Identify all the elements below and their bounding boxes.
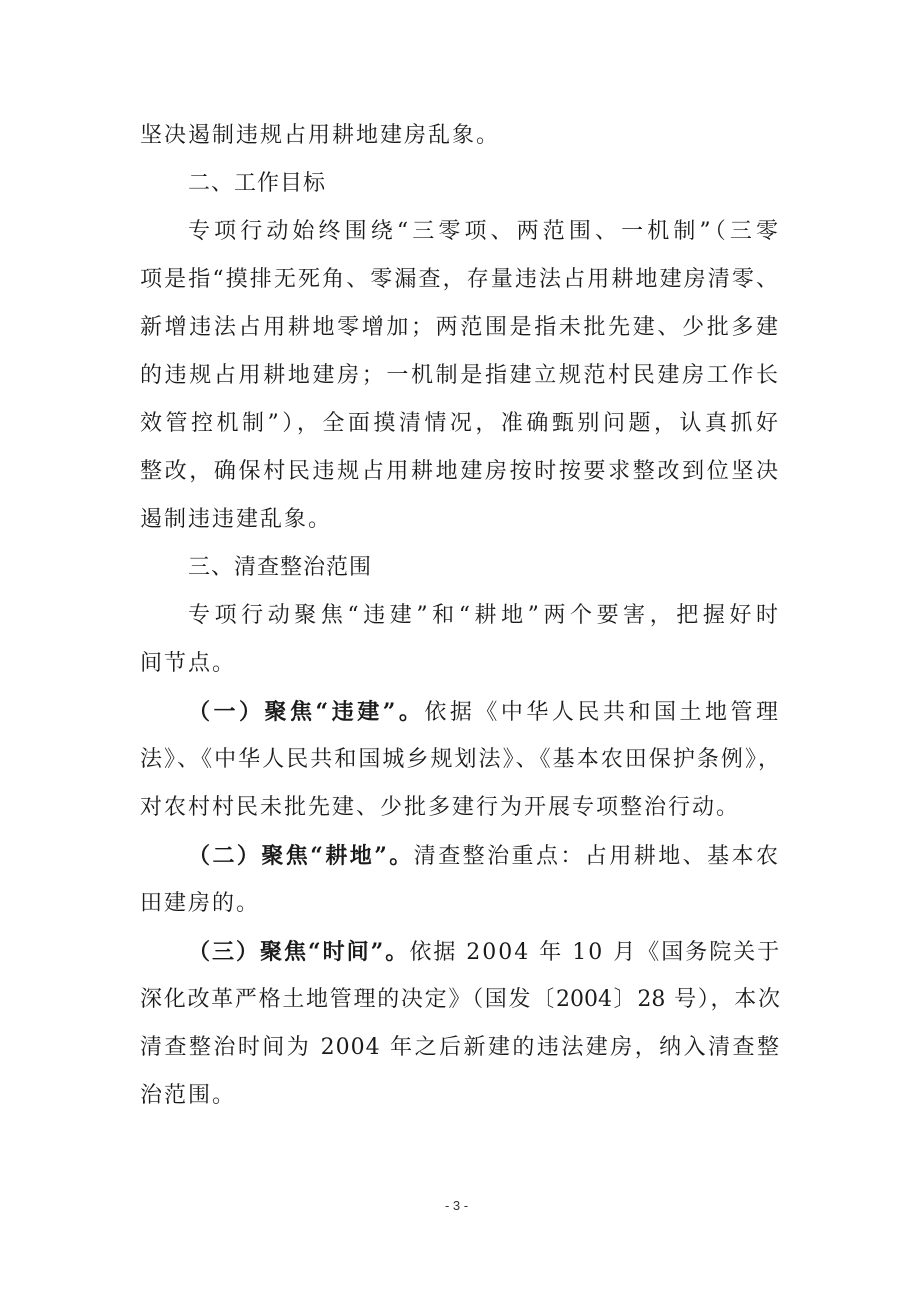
paragraph-line: 坚决遏制违规占用耕地建房乱象。	[140, 123, 501, 148]
page-number: - 3 -	[444, 1198, 469, 1213]
item-two-line	[188, 840, 780, 873]
paragraph-line: 专项行动聚焦“违建”和“耕地”两个要害，把握好时	[188, 603, 780, 628]
paragraph-line: 新增违法占用耕地零增加；两范围是指未批先建、少批多建	[140, 315, 780, 340]
paragraph-line: 间节点。	[140, 651, 237, 676]
paragraph-line: 清查整治时间为 2004 年之后新建的违法建房，纳入清查整	[140, 1035, 780, 1060]
item-two-label: （二）聚焦“耕地”。	[188, 843, 414, 869]
paragraph-line: 效管控机制”），全面摸清情况，准确甄别问题，认真抓好	[140, 411, 780, 436]
section-heading-goals: 二、工作目标	[188, 171, 327, 196]
paragraph-line: 治范围。	[140, 1083, 237, 1108]
paragraph-line: 深化改革严格土地管理的决定》（国发〔2004〕28 号），本次	[140, 987, 780, 1012]
item-three-line	[188, 936, 780, 969]
paragraph-line: 田建房的。	[140, 891, 261, 916]
paragraph-line: 遏制违违建乱象。	[140, 507, 333, 532]
section-heading-scope: 三、清查整治范围	[188, 555, 373, 580]
item-two-text: 清查整治重点：占用耕地、基本农	[413, 844, 780, 869]
paragraph-line: 对农村村民未批先建、少批多建行为开展专项整治行动。	[140, 795, 741, 820]
item-one-text: 依据《中华人民共和国土地管理	[424, 700, 780, 725]
paragraph-line: 专项行动始终围绕“三零项、两范围、一机制”（三零	[188, 219, 780, 244]
item-one-line	[188, 696, 780, 729]
paragraph-line: 项是指“摸排无死角、零漏查，存量违法占用耕地建房清零、	[140, 267, 780, 292]
paragraph-line: 的违规占用耕地建房；一机制是指建立规范村民建房工作长	[140, 363, 780, 388]
paragraph-line: 整改，确保村民违规占用耕地建房按时按要求整改到位坚决	[140, 459, 780, 484]
item-one-label: （一）聚焦“违建”。	[188, 699, 425, 725]
item-three-label: （三）聚焦“时间”。	[188, 939, 410, 965]
paragraph-line: 法》、《中华人民共和国城乡规划法》、《基本农田保护条例》，	[140, 747, 780, 772]
item-three-text: 依据 2004 年 10 月《国务院关于	[409, 940, 782, 965]
